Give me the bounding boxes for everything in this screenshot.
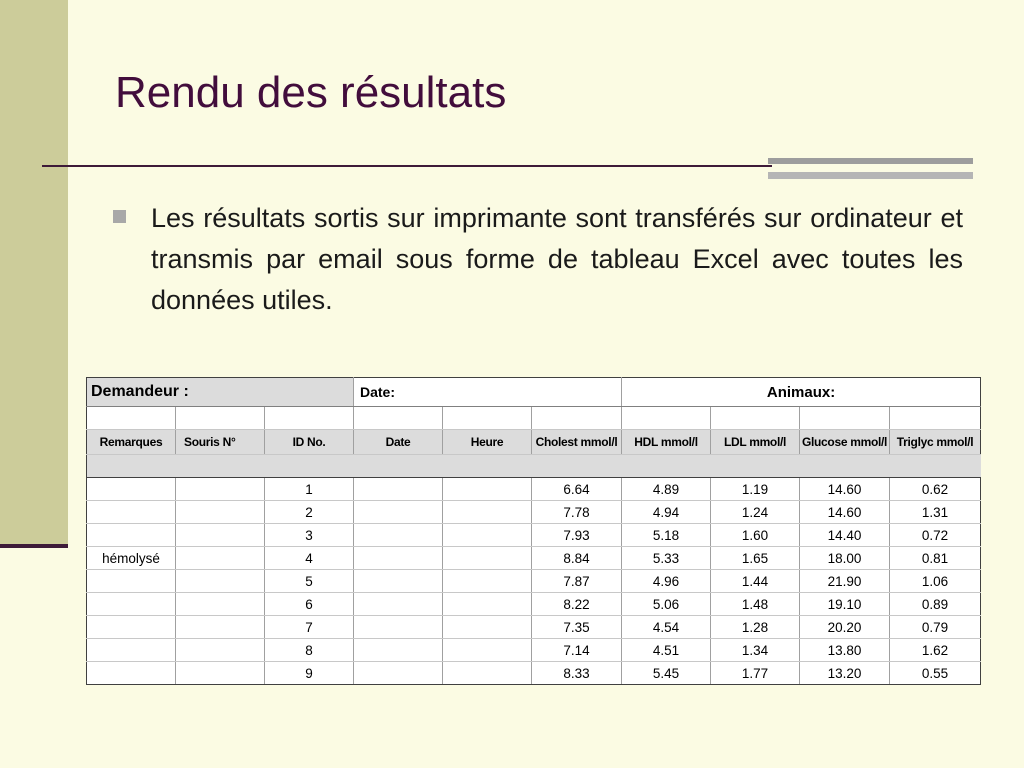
title-rule-accent bbox=[768, 158, 973, 164]
cell-souris bbox=[176, 501, 265, 524]
cell-ldl: 1.44 bbox=[711, 570, 800, 593]
cell-heure bbox=[443, 639, 532, 662]
cell-heure bbox=[443, 662, 532, 685]
cell-hdl: 5.45 bbox=[622, 662, 711, 685]
column-header-id: ID No. bbox=[265, 430, 354, 455]
cell-remarques bbox=[87, 593, 176, 616]
cell-cholest: 6.64 bbox=[532, 478, 622, 501]
table-row bbox=[87, 662, 981, 685]
cell-glucose: 14.40 bbox=[800, 524, 890, 547]
table-row bbox=[87, 524, 981, 547]
cell-id: 4 bbox=[265, 547, 354, 570]
cell-cholest: 7.78 bbox=[532, 501, 622, 524]
cell-date bbox=[354, 662, 443, 685]
cell-date bbox=[354, 593, 443, 616]
title-rule bbox=[42, 165, 772, 167]
cell-glucose: 19.10 bbox=[800, 593, 890, 616]
table-row bbox=[87, 639, 981, 662]
column-header-triglyc: Triglyc mmol/l bbox=[890, 430, 981, 455]
cell-hdl: 4.96 bbox=[622, 570, 711, 593]
cell-cholest: 7.14 bbox=[532, 639, 622, 662]
cell-cholest: 8.33 bbox=[532, 662, 622, 685]
cell-souris bbox=[176, 547, 265, 570]
cell-remarques bbox=[87, 478, 176, 501]
cell-glucose: 13.80 bbox=[800, 639, 890, 662]
cell-date bbox=[354, 616, 443, 639]
column-header-cholest: Cholest mmol/l bbox=[532, 430, 622, 455]
cell-ldl: 1.48 bbox=[711, 593, 800, 616]
cell-cholest: 8.22 bbox=[532, 593, 622, 616]
cell-souris bbox=[176, 524, 265, 547]
gray-separator-row bbox=[87, 455, 981, 478]
cell-hdl: 4.94 bbox=[622, 501, 711, 524]
cell-glucose: 14.60 bbox=[800, 501, 890, 524]
cell-hdl: 5.06 bbox=[622, 593, 711, 616]
cell-ldl: 1.34 bbox=[711, 639, 800, 662]
cell-id: 5 bbox=[265, 570, 354, 593]
cell-glucose: 20.20 bbox=[800, 616, 890, 639]
table-cell bbox=[176, 407, 265, 430]
cell-cholest: 7.35 bbox=[532, 616, 622, 639]
cell-triglyc: 1.62 bbox=[890, 639, 981, 662]
column-header-hdl: HDL mmol/l bbox=[622, 430, 711, 455]
cell-remarques bbox=[87, 524, 176, 547]
cell-id: 7 bbox=[265, 616, 354, 639]
cell-triglyc: 1.06 bbox=[890, 570, 981, 593]
cell-souris bbox=[176, 570, 265, 593]
cell-souris bbox=[176, 616, 265, 639]
animaux-label: Animaux: bbox=[622, 378, 981, 407]
cell-cholest: 8.84 bbox=[532, 547, 622, 570]
cell-date bbox=[354, 501, 443, 524]
table-cell bbox=[443, 407, 532, 430]
cell-heure bbox=[443, 478, 532, 501]
cell-souris bbox=[176, 662, 265, 685]
cell-id: 1 bbox=[265, 478, 354, 501]
cell-date bbox=[354, 478, 443, 501]
table-cell bbox=[265, 407, 354, 430]
sheet-header-row bbox=[87, 378, 981, 407]
cell-triglyc: 0.55 bbox=[890, 662, 981, 685]
side-band bbox=[0, 0, 68, 544]
bullet-item bbox=[113, 198, 963, 321]
bullet-text: Les résultats sortis sur imprimante sont transférés sur ordinateur et transmis par email sous forme de tableau Excel avec toutes les données utiles. bbox=[151, 203, 963, 315]
blank-row bbox=[87, 407, 981, 430]
cell-triglyc: 0.89 bbox=[890, 593, 981, 616]
side-band-divider bbox=[0, 544, 68, 548]
cell-id: 6 bbox=[265, 593, 354, 616]
cell-hdl: 4.54 bbox=[622, 616, 711, 639]
cell-ldl: 1.60 bbox=[711, 524, 800, 547]
cell-id: 3 bbox=[265, 524, 354, 547]
table-cell bbox=[532, 407, 622, 430]
column-header-heure: Heure bbox=[443, 430, 532, 455]
table-cell bbox=[622, 407, 711, 430]
table-row bbox=[87, 478, 981, 501]
cell-date bbox=[354, 639, 443, 662]
results-spreadsheet bbox=[86, 377, 981, 685]
cell-hdl: 5.18 bbox=[622, 524, 711, 547]
demandeur-label: Demandeur : bbox=[87, 378, 354, 407]
cell-id: 9 bbox=[265, 662, 354, 685]
cell-ldl: 1.28 bbox=[711, 616, 800, 639]
cell-cholest: 7.87 bbox=[532, 570, 622, 593]
cell-hdl: 4.89 bbox=[622, 478, 711, 501]
cell-ldl: 1.19 bbox=[711, 478, 800, 501]
table-cell bbox=[711, 407, 800, 430]
cell-remarques bbox=[87, 662, 176, 685]
table-cell bbox=[800, 407, 890, 430]
title-rule-accent bbox=[768, 172, 973, 179]
cell-heure bbox=[443, 524, 532, 547]
table-row bbox=[87, 570, 981, 593]
cell-remarques: hémolysé bbox=[87, 547, 176, 570]
column-header-glucose: Glucose mmol/l bbox=[800, 430, 890, 455]
cell-triglyc: 1.31 bbox=[890, 501, 981, 524]
cell-glucose: 13.20 bbox=[800, 662, 890, 685]
table-cell bbox=[354, 407, 443, 430]
cell-remarques bbox=[87, 639, 176, 662]
cell-date bbox=[354, 570, 443, 593]
cell-triglyc: 0.62 bbox=[890, 478, 981, 501]
cell-heure bbox=[443, 501, 532, 524]
cell-cholest: 7.93 bbox=[532, 524, 622, 547]
cell-remarques bbox=[87, 570, 176, 593]
cell-hdl: 4.51 bbox=[622, 639, 711, 662]
separator-cell bbox=[87, 455, 981, 478]
cell-ldl: 1.65 bbox=[711, 547, 800, 570]
cell-heure bbox=[443, 616, 532, 639]
cell-glucose: 14.60 bbox=[800, 478, 890, 501]
cell-remarques bbox=[87, 501, 176, 524]
column-header-ldl: LDL mmol/l bbox=[711, 430, 800, 455]
table-row bbox=[87, 616, 981, 639]
table-cell bbox=[87, 407, 176, 430]
cell-ldl: 1.77 bbox=[711, 662, 800, 685]
slide-title: Rendu des résultats bbox=[115, 68, 507, 117]
cell-souris bbox=[176, 639, 265, 662]
table-cell bbox=[890, 407, 981, 430]
cell-souris bbox=[176, 478, 265, 501]
cell-ldl: 1.24 bbox=[711, 501, 800, 524]
data-rows bbox=[87, 478, 981, 685]
square-bullet-icon bbox=[113, 210, 126, 223]
cell-id: 8 bbox=[265, 639, 354, 662]
cell-heure bbox=[443, 570, 532, 593]
column-header-row bbox=[87, 430, 981, 455]
cell-remarques bbox=[87, 616, 176, 639]
table-row bbox=[87, 547, 981, 570]
date-label: Date: bbox=[354, 378, 622, 407]
cell-hdl: 5.33 bbox=[622, 547, 711, 570]
cell-id: 2 bbox=[265, 501, 354, 524]
table-row bbox=[87, 501, 981, 524]
table-row bbox=[87, 593, 981, 616]
column-header-souris: Souris N° bbox=[176, 430, 265, 455]
cell-glucose: 18.00 bbox=[800, 547, 890, 570]
cell-heure bbox=[443, 593, 532, 616]
cell-souris bbox=[176, 593, 265, 616]
cell-triglyc: 0.81 bbox=[890, 547, 981, 570]
column-header-date: Date bbox=[354, 430, 443, 455]
cell-date bbox=[354, 524, 443, 547]
cell-triglyc: 0.72 bbox=[890, 524, 981, 547]
cell-glucose: 21.90 bbox=[800, 570, 890, 593]
column-header-remarques: Remarques bbox=[87, 430, 176, 455]
cell-heure bbox=[443, 547, 532, 570]
cell-triglyc: 0.79 bbox=[890, 616, 981, 639]
cell-date bbox=[354, 547, 443, 570]
